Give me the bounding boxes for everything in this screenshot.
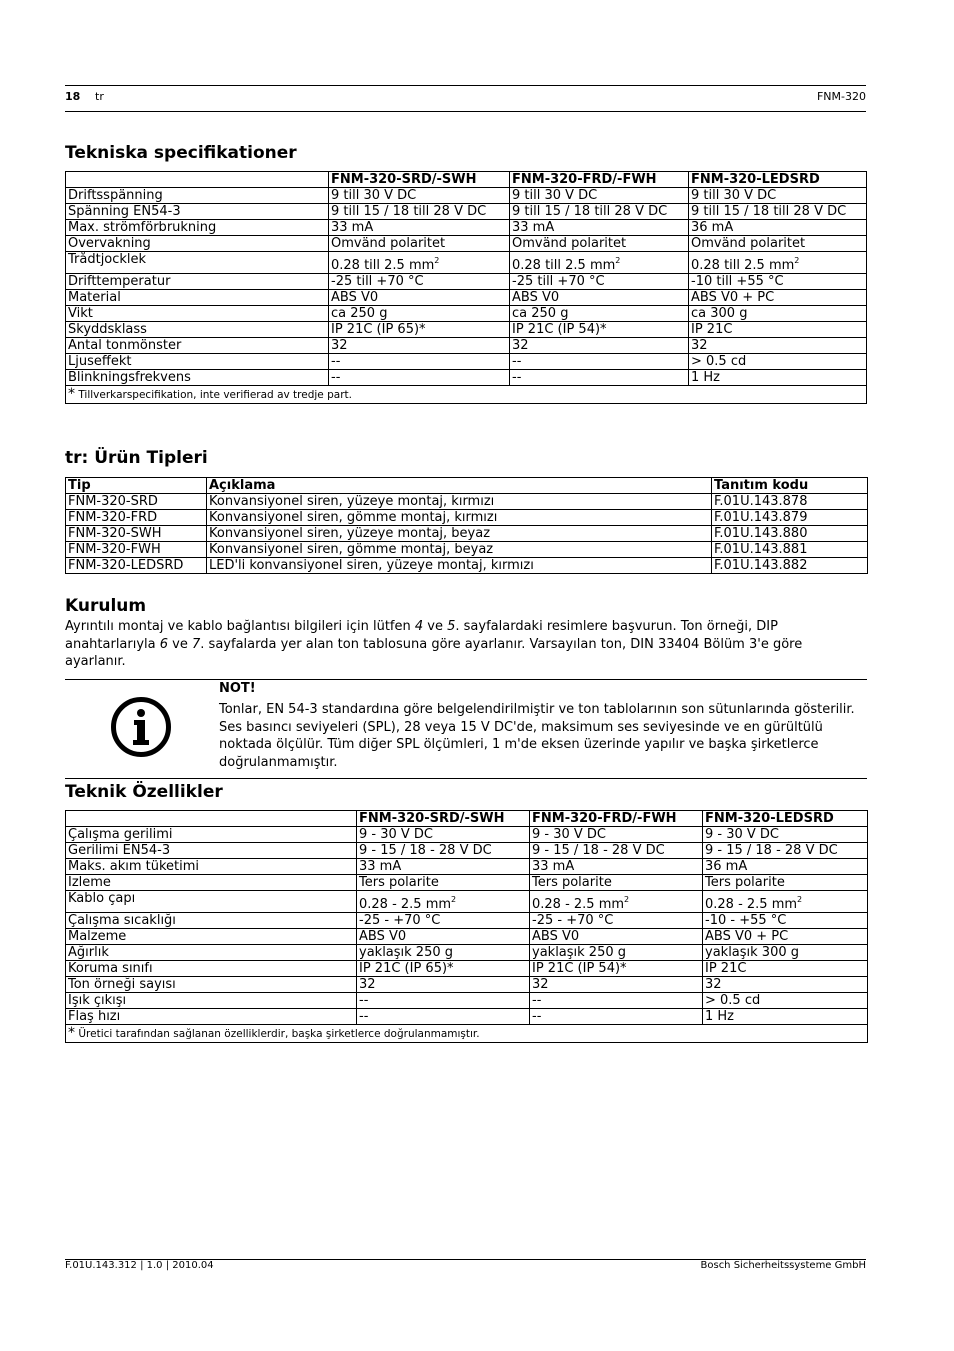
table-cell: 9 till 15 / 18 till 28 V DC	[689, 204, 867, 220]
table-note-row	[66, 386, 867, 404]
row-label: Ağırlık	[66, 945, 357, 961]
row-label: Blinkningsfrekvens	[66, 370, 329, 386]
cell-value: 0.28 till 2.5 mm	[691, 258, 795, 273]
table-cell: Ters polarite	[703, 875, 868, 891]
table-row	[66, 526, 868, 542]
header-top-rule	[65, 85, 866, 86]
table-cell: F.01U.143.879	[712, 510, 868, 526]
table-row	[66, 220, 867, 236]
table-cell: 1 Hz	[703, 1009, 868, 1025]
table-cell: -25 till +70 °C	[329, 274, 510, 290]
table-cell: IP 21C (IP 54)*	[510, 322, 689, 338]
footnote-text: Üretici tarafından sağlanan özelliklerdir, başka şirketlerce doğrulanmamıştır.	[78, 1028, 480, 1040]
table-row	[66, 843, 868, 859]
table-cell	[357, 891, 530, 913]
page-ref-6: 6	[159, 636, 169, 652]
row-label: Malzeme	[66, 929, 357, 945]
table-cell: 32	[530, 977, 703, 993]
notice-label: NOT!	[219, 681, 256, 696]
header-product: FNM-320	[816, 90, 866, 103]
table-cell: Konvansiyonel siren, gömme montaj, beyaz	[207, 542, 712, 558]
row-label: Flaş hızı	[66, 1009, 357, 1025]
section-title-installation: Kurulum	[65, 596, 147, 616]
table-cell: -10 - +55 °C	[703, 913, 868, 929]
superscript: 2	[451, 895, 457, 904]
row-label: Trådtjocklek	[66, 252, 329, 274]
column-header	[66, 811, 357, 827]
page-ref-7: 7	[192, 636, 201, 652]
footnote-text: Tillverkarspecifikation, inte verifierad av tredje part.	[78, 389, 352, 401]
table-cell: --	[329, 354, 510, 370]
table-row	[66, 354, 867, 370]
table-cell: -25 - +70 °C	[357, 913, 530, 929]
install-text-1: Ayrıntılı montaj ve kablo bağlantısı bilgileri için lütfen	[65, 619, 415, 634]
footer-company: Bosch Sicherheitssysteme GmbH	[700, 1260, 866, 1271]
table-row	[66, 290, 867, 306]
footnote-star: *	[68, 1025, 75, 1041]
section-title-product-types: tr: Ürün Tipleri	[65, 448, 208, 468]
table-cell	[329, 252, 510, 274]
page-language: tr	[95, 90, 104, 103]
row-label: Drifttemperatur	[66, 274, 329, 290]
table-cell: 32	[703, 977, 868, 993]
table-cell: yaklaşık 300 g	[703, 945, 868, 961]
row-label: Çalışma sıcaklığı	[66, 913, 357, 929]
table-cell: --	[357, 1009, 530, 1025]
row-label: Koruma sınıfı	[66, 961, 357, 977]
spec-table-sv	[65, 171, 867, 404]
table-cell: 33 mA	[530, 859, 703, 875]
table-cell: ABS V0 + PC	[703, 929, 868, 945]
table-cell: 36 mA	[703, 859, 868, 875]
table-row	[66, 1009, 868, 1025]
table-row	[66, 494, 868, 510]
section-title-specs-sv: Tekniska specifikationer	[65, 143, 297, 163]
spec-table-tr	[65, 810, 868, 1043]
table-cell: Konvansiyonel siren, gömme montaj, kırmızı	[207, 510, 712, 526]
column-header: FNM-320-LEDSRD	[689, 172, 867, 188]
table-cell: Konvansiyonel siren, yüzeye montaj, beyaz	[207, 526, 712, 542]
table-cell: IP 21C (IP 65)*	[357, 961, 530, 977]
table-cell: Ters polarite	[530, 875, 703, 891]
table-cell: ca 300 g	[689, 306, 867, 322]
table-cell: FNM-320-SWH	[66, 526, 207, 542]
superscript: 2	[615, 256, 621, 265]
row-label: Spänning EN54-3	[66, 204, 329, 220]
cell-value: 0.28 till 2.5 mm	[331, 258, 435, 273]
column-header: Tanıtım kodu	[712, 478, 868, 494]
cell-value: 0.28 - 2.5 mm	[705, 897, 798, 912]
table-row	[66, 558, 868, 574]
table-cell	[510, 252, 689, 274]
table-cell: -25 till +70 °C	[510, 274, 689, 290]
table-row	[66, 859, 868, 875]
table-row	[66, 929, 868, 945]
table-row	[66, 370, 867, 386]
superscript: 2	[794, 256, 800, 265]
table-cell: > 0.5 cd	[689, 354, 867, 370]
column-header	[66, 172, 329, 188]
table-row	[66, 204, 867, 220]
row-label: Max. strömförbrukning	[66, 220, 329, 236]
table-cell: IP 21C (IP 65)*	[329, 322, 510, 338]
table-cell: 9 till 30 V DC	[689, 188, 867, 204]
row-label: Işık çıkışı	[66, 993, 357, 1009]
table-row	[66, 961, 868, 977]
table-cell: -10 till +55 °C	[689, 274, 867, 290]
row-label: Çalışma gerilimi	[66, 827, 357, 843]
table-cell: 9 - 30 V DC	[357, 827, 530, 843]
superscript: 2	[624, 895, 630, 904]
install-text-5: . sayfalarda yer alan ton tablosuna göre ayarlanır. Varsayılan ton, DIN 33404 Bölüm 3'e göre ayarlanır.	[65, 636, 803, 669]
table-cell: IP 21C (IP 54)*	[530, 961, 703, 977]
table-row	[66, 306, 867, 322]
table-header-row	[66, 478, 868, 494]
table-row	[66, 236, 867, 252]
table-cell: IP 21C	[689, 322, 867, 338]
column-header: Açıklama	[207, 478, 712, 494]
table-cell: ABS V0	[357, 929, 530, 945]
table-row	[66, 542, 868, 558]
table-cell: Konvansiyonel siren, yüzeye montaj, kırmızı	[207, 494, 712, 510]
cell-value: 0.28 till 2.5 mm	[512, 258, 616, 273]
table-cell: ABS V0	[530, 929, 703, 945]
row-label: Material	[66, 290, 329, 306]
table-row	[66, 913, 868, 929]
column-header: Tip	[66, 478, 207, 494]
table-row	[66, 977, 868, 993]
table-row	[66, 827, 868, 843]
table-header-row	[66, 811, 868, 827]
table-cell: 9 till 30 V DC	[510, 188, 689, 204]
table-note-row	[66, 1025, 868, 1043]
table-cell: 9 - 30 V DC	[703, 827, 868, 843]
table-row	[66, 510, 868, 526]
table-cell: --	[530, 1009, 703, 1025]
row-label: Maks. akım tüketimi	[66, 859, 357, 875]
install-text-3: . sayfalardaki resimlere başvurun. Ton örneği, DIP anahtarlarıyla	[65, 619, 778, 652]
table-cell: 9 till 15 / 18 till 28 V DC	[510, 204, 689, 220]
table-cell: 36 mA	[689, 220, 867, 236]
cell-value: 0.28 - 2.5 mm	[359, 897, 452, 912]
table-cell: > 0.5 cd	[703, 993, 868, 1009]
page-number: 18	[65, 90, 81, 103]
table-cell: F.01U.143.878	[712, 494, 868, 510]
page-ref-4: 4	[414, 619, 424, 634]
table-row	[66, 945, 868, 961]
table-cell: 33 mA	[510, 220, 689, 236]
table-row	[66, 338, 867, 354]
table-row	[66, 322, 867, 338]
table-row	[66, 274, 867, 290]
notice-text: Tonlar, EN 54-3 standardına göre belgelendirilmiştir ve ton tablolarının son sütunlarında gösterilir. Ses basıncı seviyeleri (SPL), 28 veya 15 V DC'de, maksimum ses seviyesinde ve en gürültülü noktada ölçülür. Tüm diğer SPL ölçümleri, 1 m'de eksen üzerinde yapılır ve başka şirketlerce doğrulanmamıştır.	[219, 702, 855, 770]
table-cell: 9 - 15 / 18 - 28 V DC	[357, 843, 530, 859]
table-header-row	[66, 172, 867, 188]
table-cell: FNM-320-SRD	[66, 494, 207, 510]
table-cell: ABS V0 + PC	[689, 290, 867, 306]
table-cell: 32	[329, 338, 510, 354]
table-cell: FNM-320-FWH	[66, 542, 207, 558]
page-ref-5: 5	[447, 619, 456, 634]
table-cell: --	[329, 370, 510, 386]
table-row	[66, 875, 868, 891]
footnote-star: *	[68, 386, 75, 402]
info-icon	[110, 696, 172, 758]
table-footnote	[66, 386, 867, 404]
row-label: Ljuseffekt	[66, 354, 329, 370]
table-cell: --	[357, 993, 530, 1009]
notice-top-rule	[65, 679, 867, 680]
table-cell	[530, 891, 703, 913]
table-cell: ABS V0	[329, 290, 510, 306]
table-cell: --	[510, 370, 689, 386]
row-label: Gerilimi EN54-3	[66, 843, 357, 859]
table-cell: 32	[357, 977, 530, 993]
table-cell: ABS V0	[510, 290, 689, 306]
table-cell: FNM-320-LEDSRD	[66, 558, 207, 574]
row-label: İzleme	[66, 875, 357, 891]
table-cell: F.01U.143.881	[712, 542, 868, 558]
table-cell: yaklaşık 250 g	[357, 945, 530, 961]
table-cell: 32	[689, 338, 867, 354]
table-cell: ca 250 g	[510, 306, 689, 322]
table-cell: 33 mA	[357, 859, 530, 875]
table-cell: 33 mA	[329, 220, 510, 236]
table-cell: F.01U.143.880	[712, 526, 868, 542]
table-cell: LED'li konvansiyonel siren, yüzeye montaj, kırmızı	[207, 558, 712, 574]
install-text-2: ve	[423, 619, 448, 634]
row-label: Skyddsklass	[66, 322, 329, 338]
table-cell: 9 till 15 / 18 till 28 V DC	[329, 204, 510, 220]
table-cell: yaklaşık 250 g	[530, 945, 703, 961]
superscript: 2	[797, 895, 803, 904]
table-cell: -25 - +70 °C	[530, 913, 703, 929]
table-cell: 9 - 30 V DC	[530, 827, 703, 843]
product-types-table	[65, 477, 868, 574]
table-row	[66, 188, 867, 204]
row-label: Kablo çapı	[66, 891, 357, 913]
table-cell: Omvänd polaritet	[689, 236, 867, 252]
row-label: Antal tonmönster	[66, 338, 329, 354]
table-cell: 32	[510, 338, 689, 354]
section-title-specs-tr: Teknik Özellikler	[65, 782, 223, 802]
table-cell: F.01U.143.882	[712, 558, 868, 574]
row-label: Övervakning	[66, 236, 329, 252]
column-header: FNM-320-LEDSRD	[703, 811, 868, 827]
row-label: Vikt	[66, 306, 329, 322]
table-row	[66, 891, 868, 913]
header-bottom-rule	[65, 111, 866, 112]
table-cell: --	[530, 993, 703, 1009]
superscript: 2	[434, 256, 440, 265]
column-header: FNM-320-FRD/-FWH	[510, 172, 689, 188]
footer-document-id: F.01U.143.312 | 1.0 | 2010.04	[65, 1260, 214, 1271]
table-cell: Omvänd polaritet	[329, 236, 510, 252]
table-cell: FNM-320-FRD	[66, 510, 207, 526]
install-text-4: ve	[168, 636, 193, 652]
column-header: FNM-320-FRD/-FWH	[530, 811, 703, 827]
table-footnote	[66, 1025, 868, 1043]
table-cell	[689, 252, 867, 274]
cell-value: 0.28 - 2.5 mm	[532, 897, 625, 912]
table-cell: Omvänd polaritet	[510, 236, 689, 252]
installation-paragraph	[65, 618, 865, 671]
row-label: Driftsspänning	[66, 188, 329, 204]
table-cell: 9 - 15 / 18 - 28 V DC	[703, 843, 868, 859]
table-cell: 9 - 15 / 18 - 28 V DC	[530, 843, 703, 859]
table-row	[66, 252, 867, 274]
table-cell: 1 Hz	[689, 370, 867, 386]
column-header: FNM-320-SRD/-SWH	[329, 172, 510, 188]
table-cell: IP 21C	[703, 961, 868, 977]
notice-bottom-rule	[65, 778, 867, 779]
table-cell: Ters polarite	[357, 875, 530, 891]
table-cell: ca 250 g	[329, 306, 510, 322]
table-cell: 9 till 30 V DC	[329, 188, 510, 204]
table-row	[66, 993, 868, 1009]
table-cell	[703, 891, 868, 913]
row-label: Ton örneği sayısı	[66, 977, 357, 993]
column-header: FNM-320-SRD/-SWH	[357, 811, 530, 827]
table-cell: --	[510, 354, 689, 370]
